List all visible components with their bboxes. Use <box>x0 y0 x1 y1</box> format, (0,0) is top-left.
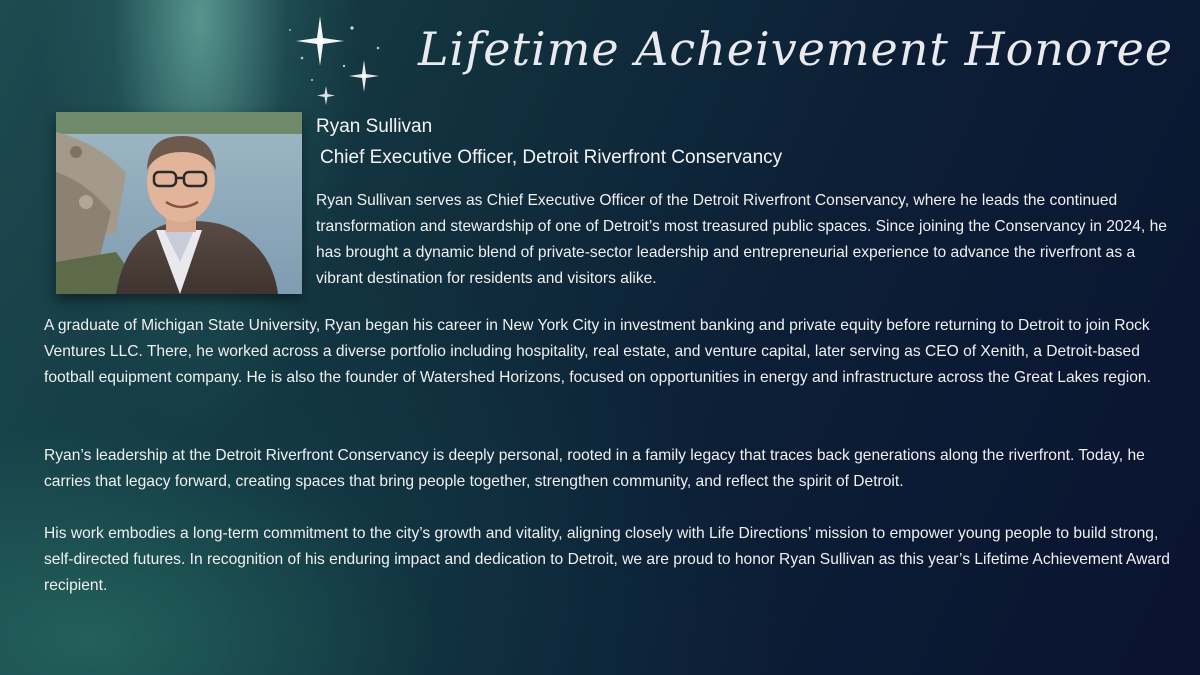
sparkle-stars-icon <box>282 8 392 108</box>
honoree-name: Ryan Sullivan <box>316 116 433 137</box>
honoree-photo <box>56 112 302 294</box>
bio-paragraph-1: Ryan Sullivan serves as Chief Executive Officer of the Detroit Riverfront Conservancy, where he leads the continued transformation and stewardship of one of Detroit’s most treasured public spaces. Since joining the Conservancy in 2024, he has brought a dynamic blend of private-sector leadership and entrepreneurial experience to advance the riverfront as a vibrant destination for residents and visitors alike. <box>316 192 1167 287</box>
bio-paragraph-3: Ryan’s leadership at the Detroit Riverfront Conservancy is deeply personal, rooted in a family legacy that traces back generations along the riverfront. Today, he carries that legacy forward, creating spaces that bring people together, strengthen community, and reflect the spirit of Detroit. <box>44 447 1145 490</box>
honoree-role: Chief Executive Officer, Detroit Riverfront Conservancy <box>320 147 783 168</box>
portrait-image <box>56 112 302 294</box>
page-title: Lifetime Acheivement Honoree <box>418 22 1174 76</box>
bio-paragraph-2: A graduate of Michigan State University, Ryan began his career in New York City in investment banking and private equity before returning to Detroit to join Rock Ventures LLC. There, he worked across a diverse portfolio including hospitality, real estate, and venture capital, later serving as CEO of Xenith, a Detroit-based football equipment company. He is also the founder of Watershed Horizons, focused on opportunities in energy and infrastructure across the Great Lakes region. <box>44 317 1151 386</box>
bio-paragraph-4: His work embodies a long-term commitment to the city’s growth and vitality, aligning closely with Life Directions’ mission to empower young people to build strong, self-directed futures. In recognition of his enduring impact and dedication to Detroit, we are proud to honor Ryan Sullivan as this year’s Lifetime Achievement Award recipient. <box>44 525 1170 594</box>
